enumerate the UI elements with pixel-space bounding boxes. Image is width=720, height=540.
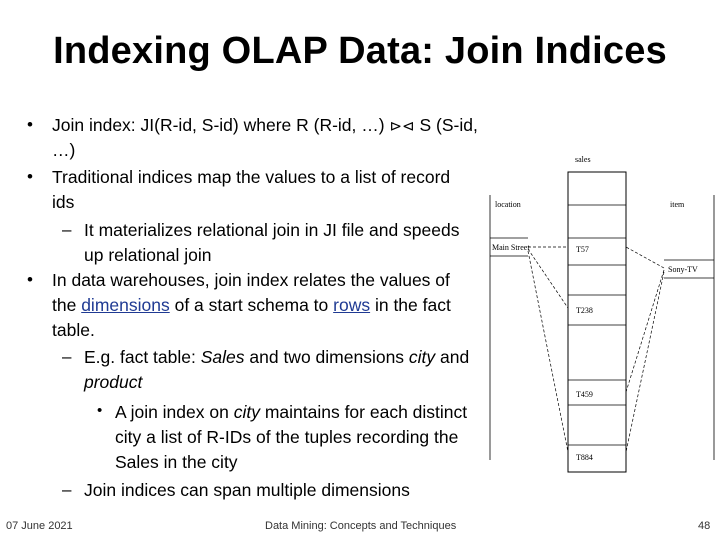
footer-date: 07 June 2021 [6, 520, 73, 532]
sub-sub-bullet-text [115, 402, 467, 422]
slide-title: Indexing OLAP Data: Join Indices [53, 30, 667, 72]
dash-marker: – [62, 220, 72, 239]
bullet-text: Traditional indices map the values to a list of record [52, 167, 451, 187]
location-value: Main Street [492, 243, 530, 252]
bullet-text: In data warehouses, join index relates the values of [52, 270, 450, 290]
bullet-text-part: Join index: JI(R-id, S-id) where R (R-id, …) [52, 115, 385, 135]
bullet-text-part: E.g. fact table: [84, 347, 201, 367]
footer-center: Data Mining: Concepts and Techniques [265, 520, 457, 532]
bullet-text-part: and [435, 347, 470, 367]
bullet-text-italic: product [84, 372, 143, 392]
sub-bullet-text [84, 347, 469, 367]
bullet-text-italic: city [408, 347, 436, 367]
sub-bullet-text: It materializes relational join in JI file and speeds [84, 220, 460, 240]
dash-marker: – [62, 347, 72, 366]
rows-link[interactable]: rows [333, 295, 371, 315]
bullet-text [52, 115, 478, 137]
bullet-text: …) [52, 140, 76, 160]
row-label: T459 [576, 390, 593, 399]
bullet-marker: • [27, 167, 33, 186]
row-label: T238 [576, 306, 593, 315]
sub-bullet-text: Join indices can span multiple dimensions [84, 480, 410, 500]
join-index-diagram [480, 150, 720, 480]
item-value: Sony-TV [668, 265, 698, 274]
row-label: T884 [576, 453, 593, 462]
bullet-text-part: of a start schema to [169, 295, 334, 315]
bullet-text-part: and two dimensions [244, 347, 409, 367]
location-label: location [495, 200, 521, 209]
bullet-text: ids [52, 192, 75, 212]
dimensions-link[interactable]: dimensions [81, 295, 170, 315]
sub-bullet-text [84, 372, 142, 392]
bullet-text-part: the [52, 295, 82, 315]
bullet-text-italic: Sales [200, 347, 245, 367]
sub-bullet-text: up relational join [84, 245, 212, 265]
bullet-text-part: maintains for each distinct [259, 402, 468, 422]
bullet-marker: • [27, 115, 33, 134]
bullet-text [52, 295, 451, 315]
sales-table [568, 172, 626, 472]
bullet-marker: • [97, 402, 103, 419]
sub-sub-bullet-text: city a list of R-IDs of the tuples recording the [115, 427, 459, 447]
row-label: T57 [576, 245, 589, 254]
bullet-marker: • [27, 270, 33, 289]
sales-label: sales [575, 155, 591, 164]
page-number: 48 [698, 520, 711, 532]
join-symbol: ⊳⊲ [389, 118, 415, 135]
bullet-text-part: S (S-id, [419, 115, 478, 135]
bullet-text-part: in the fact [370, 295, 451, 315]
bullet-text: table. [52, 320, 95, 340]
bullet-text-part: A join index on [115, 402, 234, 422]
bullet-text-italic: city [233, 402, 260, 422]
item-label: item [670, 200, 685, 209]
dash-marker: – [62, 480, 72, 499]
sub-sub-bullet-text: Sales in the city [115, 452, 238, 472]
